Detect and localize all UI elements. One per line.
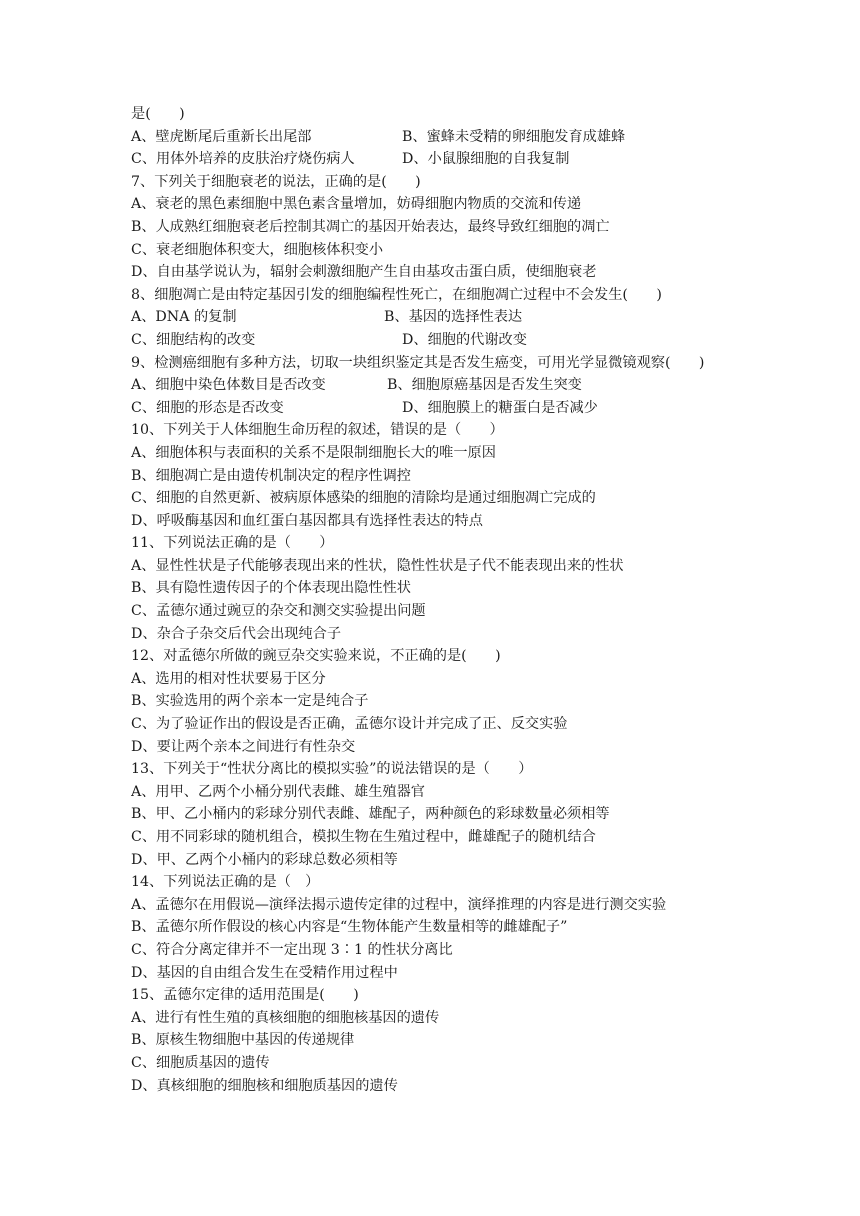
question-stem: 13、下列关于“性状分离比的模拟实验”的说法错误的是（ ） bbox=[131, 761, 533, 778]
option-row bbox=[131, 329, 731, 352]
option-text: B、实验选用的两个亲本一定是纯合子 bbox=[131, 693, 369, 710]
option-text: A、进行有性生殖的真核细胞的细胞核基因的遗传 bbox=[131, 1009, 440, 1026]
option-text: D、真核细胞的细胞核和细胞质基因的遗传 bbox=[131, 1077, 398, 1094]
option-text: B、基因的选择性表达 bbox=[384, 309, 523, 326]
option-text: C、符合分离定律并不一定出现 3∶1 的性状分离比 bbox=[131, 941, 453, 958]
option-text: C、为了验证作出的假设是否正确，孟德尔设计并完成了正、反交实验 bbox=[131, 716, 568, 733]
question-stem: 15、孟德尔定律的适用范围是( ) bbox=[131, 987, 359, 1004]
option-text: C、细胞的自然更新、被病原体感染的细胞的清除均是通过细胞凋亡完成的 bbox=[131, 490, 596, 507]
option-text: D、甲、乙两个小桶内的彩球总数必须相等 bbox=[131, 851, 398, 868]
option-row bbox=[131, 126, 731, 149]
option-text: D、基因的自由组合发生在受精作用过程中 bbox=[131, 964, 398, 981]
option-row bbox=[131, 148, 731, 171]
option-text: D、呼吸酶基因和血红蛋白基因都具有选择性表达的特点 bbox=[131, 512, 483, 529]
option-row bbox=[131, 374, 731, 397]
option-text: A、显性性状是子代能够表现出来的性状，隐性性状是子代不能表现出来的性状 bbox=[131, 557, 624, 574]
question-stem: 12、对孟德尔所做的豌豆杂交实验来说，不正确的是( ) bbox=[131, 648, 501, 665]
option-text: A、选用的相对性状要易于区分 bbox=[131, 670, 326, 687]
option-text: C、用不同彩球的随机组合，模拟生物在生殖过程中，雌雄配子的随机结合 bbox=[131, 829, 596, 845]
document-page bbox=[131, 103, 731, 1097]
option-text: B、细胞凋亡是由遗传机制决定的程序性调控 bbox=[131, 467, 411, 484]
option-text: D、要让两个亲本之间进行有性杂交 bbox=[131, 738, 356, 755]
option-text: B、具有隐性遗传因子的个体表现出隐性性状 bbox=[131, 580, 411, 597]
question-stem: 9、检测癌细胞有多种方法，切取一块组织鉴定其是否发生癌变，可用光学显微镜观察( ) bbox=[131, 354, 705, 371]
option-text: A、细胞中染色体数目是否改变 bbox=[131, 377, 326, 394]
option-text: A、DNA 的复制 bbox=[131, 309, 237, 326]
option-text: C、用体外培养的皮肤治疗烧伤病人 bbox=[131, 151, 355, 168]
question-stem: 14、下列说法正确的是（ ） bbox=[131, 874, 320, 891]
option-text: C、衰老细胞体积变大，细胞核体积变小 bbox=[131, 241, 384, 258]
option-text: C、细胞结构的改变 bbox=[131, 331, 256, 348]
option-text: C、孟德尔通过豌豆的杂交和测交实验提出问题 bbox=[131, 603, 426, 620]
option-text: D、细胞的代谢改变 bbox=[402, 331, 527, 348]
question-stem: 是( ) bbox=[131, 106, 185, 122]
option-text: A、用甲、乙两个小桶分别代表雌、雄生殖器官 bbox=[131, 783, 425, 800]
option-text: B、人成熟红细胞衰老后控制其凋亡的基因开始表达，最终导致红细胞的凋亡 bbox=[131, 218, 610, 235]
question-stem: 8、细胞凋亡是由特定基因引发的细胞编程性死亡，在细胞凋亡过程中不会发生( ) bbox=[131, 286, 662, 303]
option-row bbox=[131, 397, 731, 420]
option-text: D、细胞膜上的糖蛋白是否减少 bbox=[402, 399, 598, 416]
option-text: B、细胞原癌基因是否发生突变 bbox=[387, 377, 582, 394]
question-stem: 10、下列关于人体细胞生命历程的叙述，错误的是（ ） bbox=[131, 422, 504, 439]
option-text: D、自由基学说认为，辐射会刺激细胞产生自由基攻击蛋白质，使细胞衰老 bbox=[131, 264, 597, 281]
option-text: B、甲、乙小桶内的彩球分别代表雌、雄配子，两种颜色的彩球数量必须相等 bbox=[131, 806, 610, 823]
option-text: A、壁虎断尾后重新长出尾部 bbox=[131, 128, 312, 145]
option-text: B、孟德尔所作假设的核心内容是“生物体能产生数量相等的雌雄配子” bbox=[131, 919, 568, 936]
option-text: D、小鼠腺细胞的自我复制 bbox=[402, 151, 570, 168]
option-text: A、细胞体积与表面积的关系不是限制细胞长大的唯一原因 bbox=[131, 444, 496, 461]
option-text: D、杂合子杂交后代会出现纯合子 bbox=[131, 625, 342, 642]
option-row bbox=[131, 306, 731, 329]
option-text: A、孟德尔在用假说—演绎法揭示遗传定律的过程中，演绎推理的内容是进行测交实验 bbox=[131, 896, 667, 913]
option-text: B、原核生物细胞中基因的传递规律 bbox=[131, 1032, 355, 1049]
question-stem: 7、下列关于细胞衰老的说法，正确的是( ) bbox=[131, 173, 421, 190]
option-text: C、细胞质基因的遗传 bbox=[131, 1054, 270, 1071]
option-text: B、蜜蜂未受精的卵细胞发育成雄蜂 bbox=[402, 128, 626, 145]
question-stem: 11、下列说法正确的是（ ） bbox=[131, 535, 334, 552]
option-text: A、衰老的黑色素细胞中黑色素含量增加，妨碍细胞内物质的交流和传递 bbox=[131, 196, 582, 213]
option-text: C、细胞的形态是否改变 bbox=[131, 399, 284, 416]
